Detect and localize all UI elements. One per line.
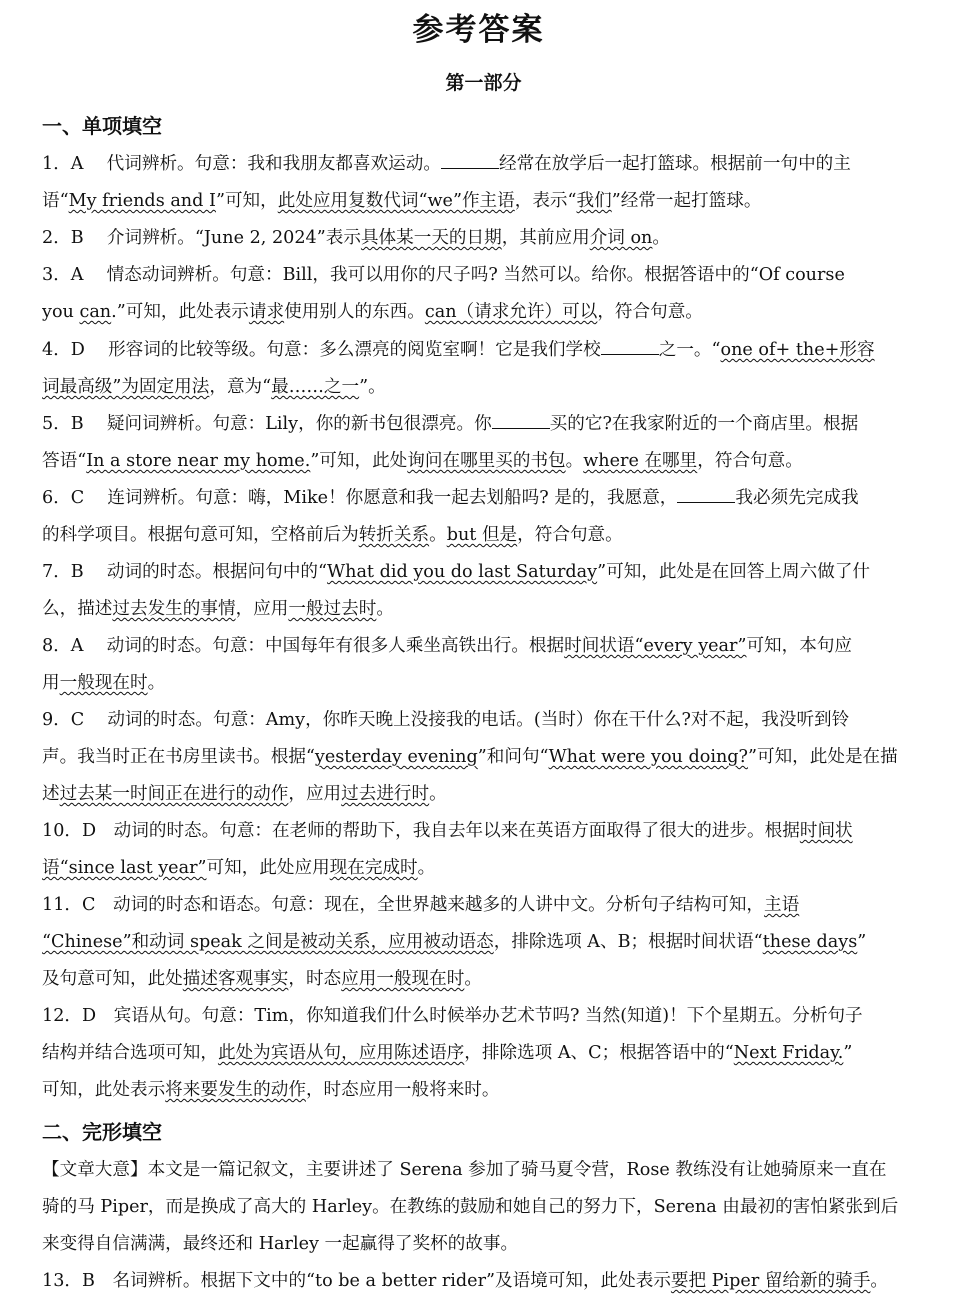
text-line [42, 853, 927, 883]
text-line [42, 1038, 927, 1068]
text-segment: 及句意可知，此处 [42, 969, 183, 989]
text-segment: 用 [42, 673, 60, 693]
text-line [42, 927, 927, 957]
underlined-phrase: What did you do last Saturday [327, 562, 598, 582]
text-segment: ，符合句意。 [517, 525, 623, 545]
text-segment: ，应用 [235, 599, 289, 619]
text-segment: ”可知，此处是在回答上周六做了什 [597, 562, 871, 582]
text-line [42, 816, 927, 846]
text-segment: you [42, 302, 80, 322]
text-line [42, 779, 927, 809]
answer-blank [677, 484, 735, 503]
text-segment: 。 [429, 784, 447, 804]
underlined-phrase: 主语 [764, 895, 800, 915]
underlined-phrase: 过去某一时间正在进行的动作 [59, 784, 289, 804]
text-segment: 结构并结合选项可知， [42, 1043, 218, 1063]
text-segment: ，时态应用一般将来时。 [305, 1080, 500, 1100]
text-segment: 么，描述 [42, 599, 113, 619]
text-line [42, 890, 927, 920]
text-segment: 13．B 名词辨析。根据下文中的“to be a better rider”及语境可知，此处表示 [42, 1271, 671, 1291]
text-line [42, 557, 927, 587]
text-segment: 12．D 宾语从句。句意：Tim，你知道我们什么时候举办艺术节吗? 当然(知道)！下个星期五。分析句子 [42, 1006, 863, 1026]
text-segment: 。 [565, 451, 584, 471]
text-segment: ” [843, 1043, 853, 1063]
text-segment: ”可知， [215, 191, 278, 211]
text-segment: 可知，本句应 [746, 636, 853, 656]
text-line [42, 1229, 927, 1259]
underlined-phrase: 具体某一天的日期 [360, 228, 502, 248]
underlined-phrase: 时间状 [799, 821, 853, 841]
text-segment: ，时态 [288, 969, 342, 989]
text-line [42, 409, 927, 439]
text-line [42, 483, 927, 513]
text-line [42, 594, 927, 624]
text-segment: ”可知，此处 [310, 451, 408, 471]
text-segment: ” [857, 932, 867, 952]
underlined-phrase: 转折关系 [358, 525, 430, 545]
text-line [42, 260, 927, 290]
text-segment: 语“ [42, 191, 69, 211]
text-segment: 10．D 动词的时态。句意：在老师的帮助下，我自去年以来在英语方面取得了很大的进步。根据 [42, 821, 800, 841]
text-line [42, 742, 927, 772]
text-line [42, 186, 927, 216]
text-segment: 来变得自信满满，最终还和 Harley 一起赢得了奖杯的故事。 [42, 1234, 519, 1254]
underlined-phrase: 一般现在时 [59, 673, 148, 693]
underlined-phrase: 语“since last year” [42, 858, 207, 878]
text-segment: 3．A 情态动词辨析。句意：Bill，我可以用你的尺子吗? 当然可以。给你。根据答语中的“Of course [42, 265, 845, 285]
text-line [42, 1266, 927, 1296]
text-line [42, 1075, 927, 1105]
text-segment: ，表示“ [514, 191, 577, 211]
text-line [42, 1192, 927, 1222]
text-segment: 。 [429, 525, 447, 545]
text-segment: 之一。“ [658, 340, 721, 360]
text-line [42, 149, 927, 179]
text-line [42, 223, 927, 253]
text-segment: 5．B 疑问词辨析。句意：Lily，你的新书包很漂亮。你 [42, 414, 492, 434]
text-segment: 可知，此处表示 [42, 1080, 166, 1100]
underlined-phrase: 描述客观事实 [182, 969, 289, 989]
underlined-phrase: can [79, 302, 112, 322]
text-line [42, 446, 927, 476]
text-segment: 7．B 动词的时态。根据问句中的“ [42, 562, 328, 582]
underlined-phrase: 最……之一 [271, 377, 360, 397]
text-segment: 可知，此处应用 [206, 858, 330, 878]
text-segment: 。 [652, 228, 671, 248]
text-segment: 。 [147, 673, 166, 693]
text-segment: 声。我当时正在书房里读书。根据“ [42, 747, 315, 767]
underlined-phrase: 一般过去时 [288, 599, 377, 619]
text-segment: 答语“ [42, 451, 87, 471]
text-segment: 。 [464, 969, 482, 989]
underlined-phrase: 此处为宾语从句，应用陈述语序 [217, 1043, 465, 1063]
text-line [42, 631, 927, 661]
underlined-phrase: My friends and I [68, 191, 216, 211]
underlined-phrase: 我们 [576, 191, 612, 211]
text-line [42, 297, 927, 327]
underlined-phrase: yesterday evening [314, 747, 478, 767]
text-segment: 使用别人的东西。 [284, 302, 425, 322]
answer-blank [601, 336, 659, 355]
text-segment: 述 [42, 784, 60, 804]
text-segment: ”经常一起打篮球。 [611, 191, 762, 211]
underlined-phrase: one of+ the+形容 [720, 340, 875, 360]
underlined-phrase: In a store near my home. [86, 451, 311, 471]
underlined-phrase: 时间状语“every year” [564, 636, 747, 656]
text-segment: ，应用 [288, 784, 342, 804]
text-segment: 。 [870, 1271, 889, 1291]
text-segment: ，排除选项 A、C；根据答语中的“ [464, 1043, 734, 1063]
section-heading-cloze: 二、完形填空 [42, 1120, 162, 1144]
text-segment: 4．D 形容词的比较等级。句意：多么漂亮的阅览室啊！它是我们学校 [42, 340, 601, 360]
text-segment: 8．A 动词的时态。句意：中国每年有很多人乘坐高铁出行。根据 [42, 636, 565, 656]
underlined-phrase: Next Friday. [733, 1043, 844, 1063]
underlined-phrase: What were you doing? [548, 747, 748, 767]
section-heading-single-choice: 一、单项填空 [42, 114, 162, 138]
answer-blank [492, 410, 550, 429]
underlined-phrase: 应用一般现在时 [341, 969, 465, 989]
text-segment: ，符合句意。 [697, 451, 803, 471]
text-segment: ”可知，此处是在描 [747, 747, 898, 767]
text-segment: ”和问句“ [477, 747, 549, 767]
text-segment: 6．C 连词辨析。句意：嗨，Mike！你愿意和我一起去划船吗? 是的，我愿意， [42, 488, 678, 508]
answer-blank [441, 150, 499, 169]
text-segment: 。 [417, 858, 436, 878]
text-line [42, 1155, 927, 1185]
underlined-phrase: 请求 [248, 302, 285, 322]
text-segment: 经常在放学后一起打篮球。根据前一句中的主 [498, 154, 851, 174]
text-segment: 2．B 介词辨析。“June 2, 2024”表示 [42, 228, 361, 248]
part-heading: 第一部分 [445, 72, 522, 94]
text-segment: 11．C 动词的时态和语态。句意：现在，全世界越来越多的人讲中文。分析句子结构可知， [42, 895, 765, 915]
underlined-phrase: these days [762, 932, 858, 952]
underlined-phrase: 过去发生的事情 [112, 599, 236, 619]
text-line [42, 964, 927, 994]
text-line [42, 335, 927, 365]
text-segment: 骑的马 Piper，而是换成了高大的 Harley。在教练的鼓励和她自己的努力下，Serena 由最初的害怕紧张到后 [42, 1197, 899, 1217]
text-segment: .”可知，此处表示 [111, 302, 249, 322]
underlined-phrase: 词最高级”为固定用法 [42, 377, 210, 397]
text-segment: 我必须先完成我 [735, 488, 859, 508]
underlined-phrase: 现在完成时 [329, 858, 418, 878]
text-segment: 。 [376, 599, 394, 619]
text-segment: 1．A 代词辨析。句意：我和我朋友都喜欢运动。 [42, 154, 441, 174]
underlined-phrase: can（请求允许）可以 [424, 302, 598, 322]
text-segment: 的科学项目。根据句意可知，空格前后为 [42, 525, 359, 545]
text-segment: ，符合句意。 [597, 302, 703, 322]
underlined-phrase: where 在哪里 [583, 451, 698, 471]
text-segment: 9．C 动词的时态。句意：Amy，你昨天晚上没接我的电话。(当时）你在干什么?对不起，我没听到铃 [42, 710, 850, 730]
text-line [42, 520, 927, 550]
underlined-phrase: 此处应用复数代词“we”作主语 [277, 191, 515, 211]
page-title: 参考答案 [412, 12, 545, 48]
underlined-phrase: 过去进行时 [341, 784, 430, 804]
text-line [42, 668, 927, 698]
underlined-phrase: 将来要发生的动作 [165, 1080, 306, 1100]
text-segment: 【文章大意】本文是一篇记叙文，主要讲述了 Serena 参加了骑马夏令营，Rose 教练没有让她骑原来一直在 [42, 1160, 887, 1180]
text-segment: ”。 [359, 377, 386, 397]
text-line [42, 372, 927, 402]
underlined-phrase: “Chinese”和动词 speak 之间是被动关系，应用被动语态 [42, 932, 494, 952]
text-line [42, 705, 927, 735]
text-line [42, 1001, 927, 1031]
text-segment: ，排除选项 A、B；根据时间状语“ [493, 932, 763, 952]
underlined-phrase: 介词 on [589, 228, 653, 248]
underlined-phrase: 要把 Piper 留给新的骑手 [670, 1271, 871, 1291]
text-segment: ，意为“ [209, 377, 272, 397]
text-segment: 买的它?在我家附近的一个商店里。根据 [549, 414, 859, 434]
underlined-phrase: 询问在哪里买的书包 [407, 451, 566, 471]
underlined-phrase: but 但是 [446, 525, 518, 545]
text-segment: ，其前应用 [501, 228, 590, 248]
